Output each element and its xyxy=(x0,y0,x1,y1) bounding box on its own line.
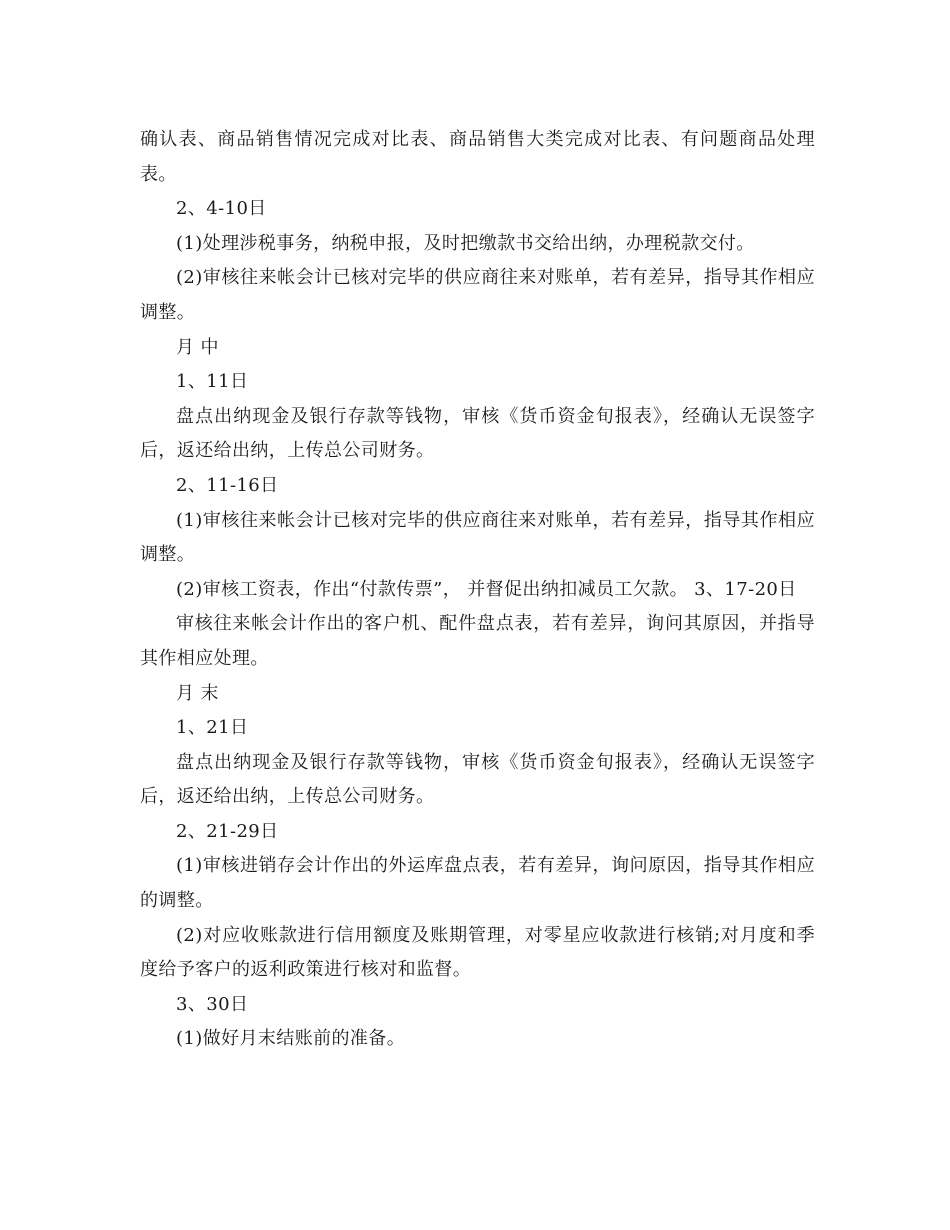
paragraph-14: 盘点出纳现金及银行存款等钱物，审核《货币资金旬报表》，经确认无误签字后，返还给出纳，上传总公司财务。 xyxy=(140,751,815,808)
paragraph-9: (1)审核往来帐会计已核对完毕的供应商往来对账单，若有差异，指导其作相应调整。 xyxy=(140,509,815,566)
section-heading-mid-month: 月 中 xyxy=(176,336,219,358)
paragraph-2: 2、4-10日 xyxy=(176,198,267,220)
paragraph-11: 审核往来帐会计作出的客户机、配件盘点表，若有差异，询问其原因，并指导其作相应处理。 xyxy=(140,613,815,669)
paragraph-17: (2)对应收账款进行信用额度及账期管理，对零星应收款进行核销;对月度和季度给予客户的返利政策进行核对和监督。 xyxy=(140,924,815,981)
paragraph-3: (1)处理涉税事务，纳税申报，及时把缴款书交给出纳，办理税款交付。 xyxy=(176,232,755,254)
paragraph-18: 3、30日 xyxy=(176,993,249,1015)
paragraph-4: (2)审核往来帐会计已核对完毕的供应商往来对账单，若有差异，指导其作相应调整。 xyxy=(140,267,815,323)
document-body xyxy=(140,123,815,1057)
paragraph-16: (1)审核进销存会计作出的外运库盘点表，若有差异，询问原因，指导其作相应的调整。 xyxy=(140,855,815,912)
section-heading-month-end: 月 末 xyxy=(176,682,219,704)
paragraph-7: 盘点出纳现金及银行存款等钱物，审核《货币资金旬报表》，经确认无误签字后，返还给出纳，上传总公司财务。 xyxy=(140,405,815,462)
paragraph-10: (2)审核工资表，作出“付款传票”， 并督促出纳扣减员工欠款。 3、17-20日 xyxy=(176,578,797,600)
paragraph-15: 2、21-29日 xyxy=(176,820,279,842)
paragraph-19: (1)做好月末结账前的准备。 xyxy=(176,1028,406,1050)
paragraph-1: 确认表、商品销售情况完成对比表、商品销售大类完成对比表、有问题商品处理表。 xyxy=(140,129,815,185)
paragraph-6: 1、11日 xyxy=(176,371,249,393)
paragraph-8: 2、11-16日 xyxy=(176,474,279,496)
paragraph-13: 1、21日 xyxy=(176,717,249,739)
